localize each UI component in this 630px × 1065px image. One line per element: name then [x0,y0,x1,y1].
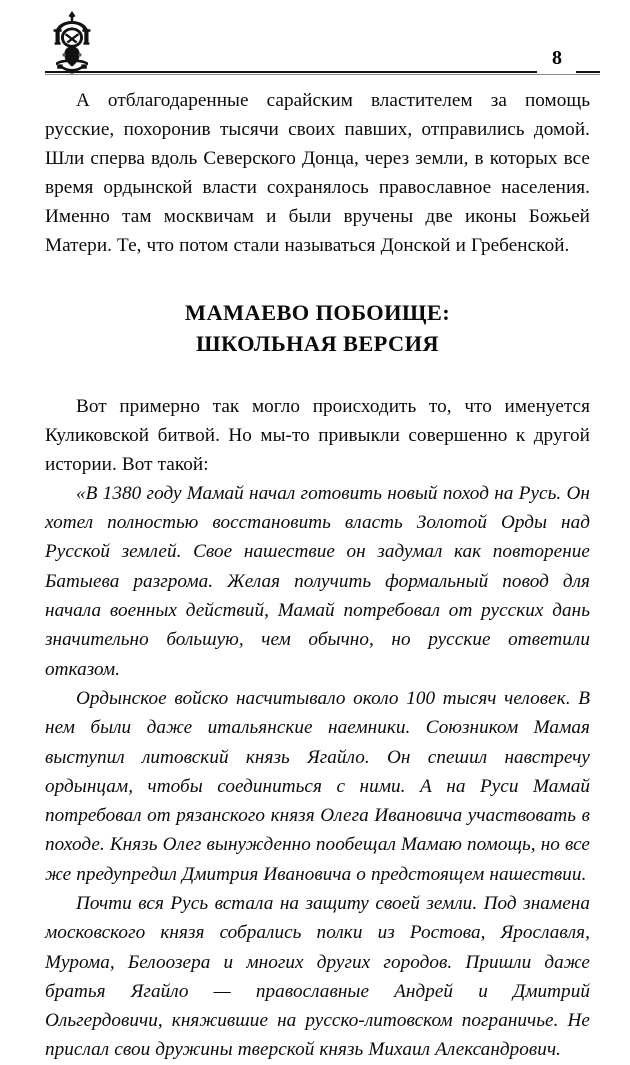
body-paragraph: Вот примерно так могло происходить то, что именуется Куликовской битвой. Но мы-то привыкли совершенно к другой истории. Вот такой: [45,395,590,475]
quote-paragraph: Ордынское войско насчитывало около 100 тысяч человек. В нем были даже итальянские наемники. Союзником Мамая выступил литовский князь Ягайло. Он спешил навстречу ордынцам, чтобы соединиться с ними. А на Руси Мамай потребовал от рязанского князя Олега Ивановича участвовать в походе. Князь Олег вынужденно пообещал Мамаю помощь, но все же предупредил Дмитрия Ивановича о предстоящем нашествии. [45,687,590,885]
section-heading-line-2: ШКОЛЬНАЯ ВЕРСИЯ [196,330,439,356]
section-heading-text [45,297,590,359]
quote-paragraph: «В 1380 году Мамай начал готовить новый поход на Русь. Он хотел полностью восстановить власть Золотой Орды над Русской землей. Свое нашествие он задумал как повторение Батыева разгрома. Желая получить формальный повод для начала военных действий, Мамай потребовал от русских дань значительно большую, чем обычно, но русские ответили отказом. [45,482,590,680]
page-content [45,86,590,1065]
header-rule-left [45,71,537,73]
section-heading [45,297,590,359]
page-header [0,0,630,80]
section-heading-line-1: МАМАЕВО ПОБОИЩЕ: [184,299,451,325]
page-number: 8 [552,47,562,69]
knotwork-vignette-ornament [44,10,100,76]
body-paragraph: А отблагодаренные сарайским властителем за помощь русские, похоронив тысячи своих павших, отправились домой. Шли сперва вдоль Северского Донца, через земли, в которых все время ордынской власти сохранялось православное населения. Именно там москвичам и были вручены две иконы Божьей Матери. Те, что потом стали называться Донской и Гребенской. [45,90,590,257]
header-rule-right [576,71,600,73]
quote-paragraph: Почти вся Русь встала на защиту своей земли. Под знамена московского князя собрались полки из Ростова, Ярославля, Мурома, Белоозера и многих других городов. Пришли даже братья Ягайло — православные Андрей и Дмитрий Ольгердовичи, княжившие на русско-литовском пограничье. Не прислал свои дружины тверской князь Михаил Александрович. [45,893,590,1061]
